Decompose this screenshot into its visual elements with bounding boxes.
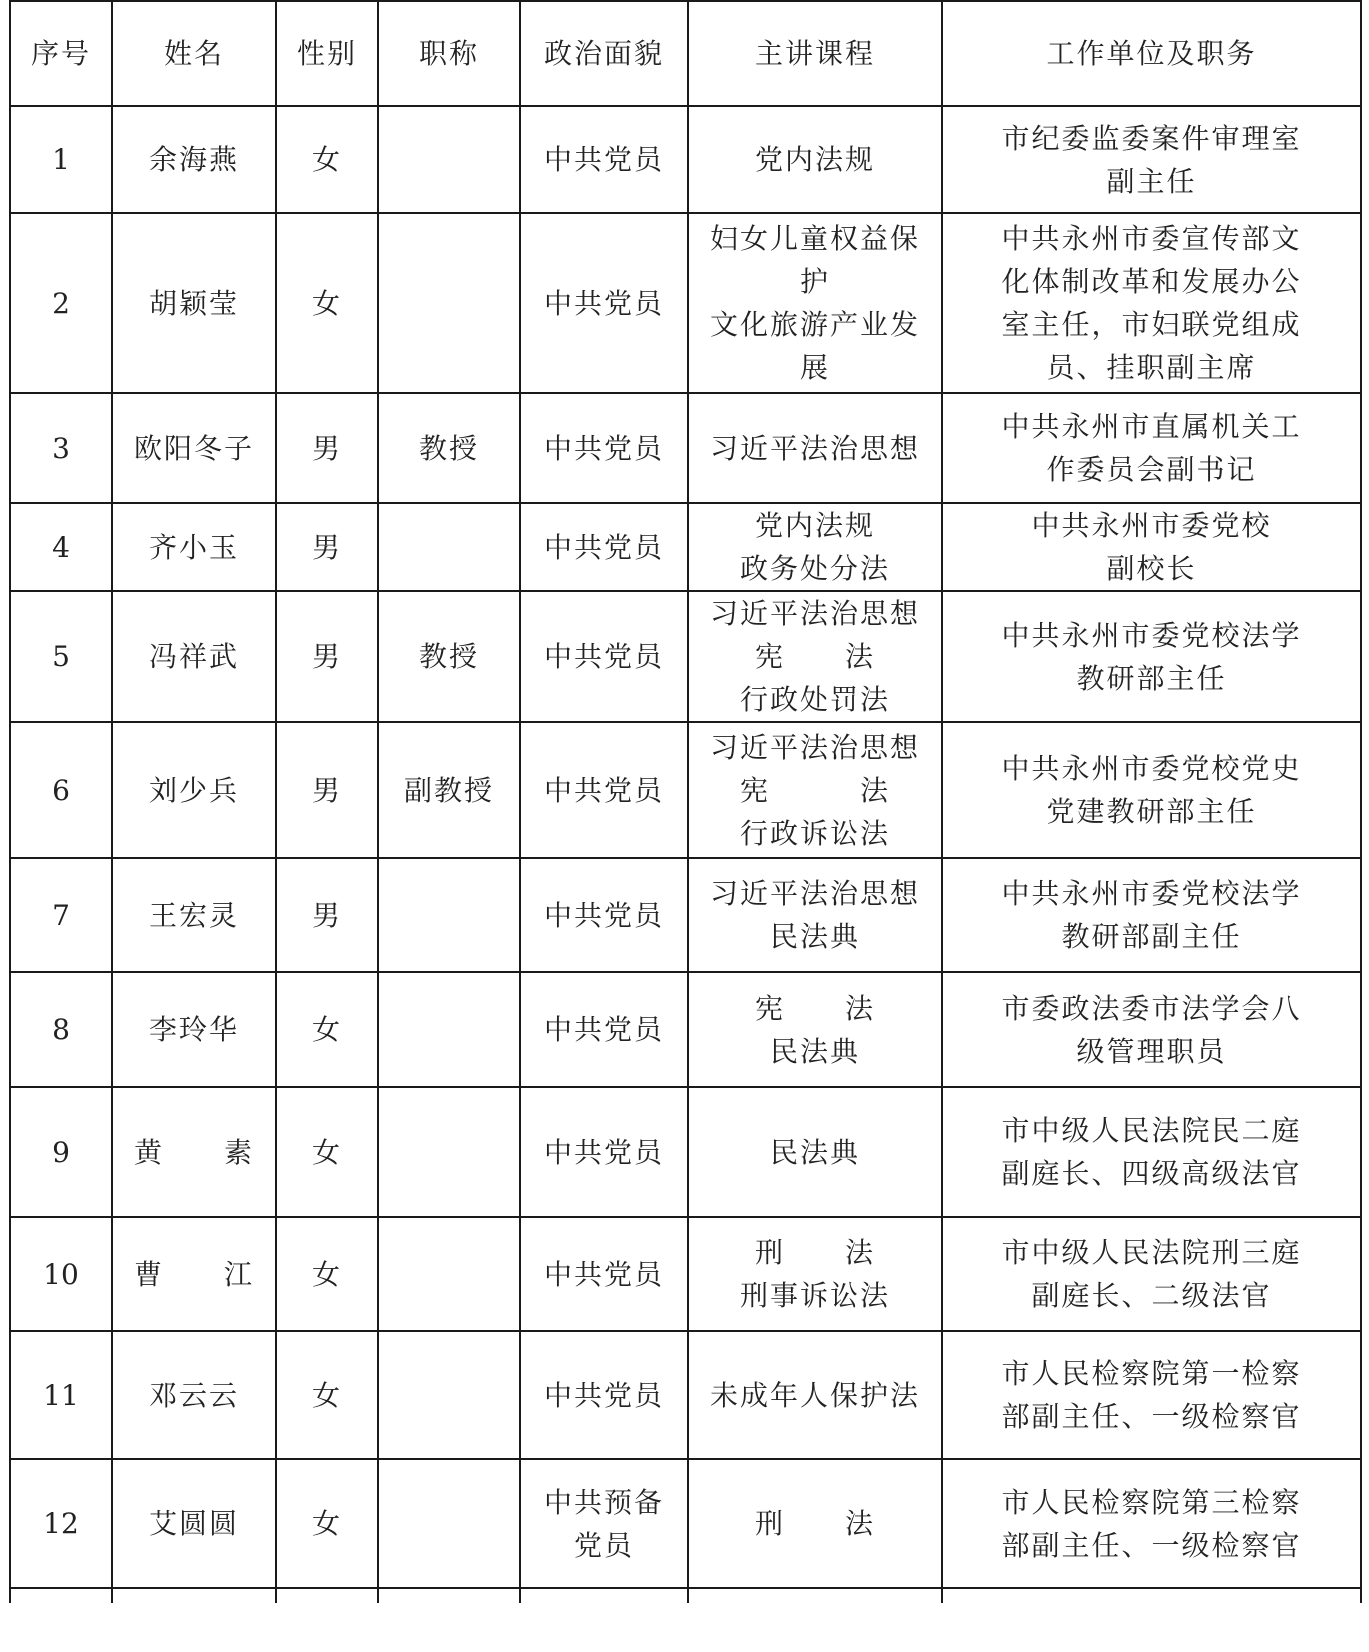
cell-course: 民法典 — [688, 1087, 942, 1217]
cell-course: 党内法规 — [688, 106, 942, 213]
cell-title — [378, 1459, 520, 1588]
header-party: 政治面貌 — [520, 1, 688, 106]
cell-gender: 男 — [276, 722, 378, 858]
cell-gender: 女 — [276, 1459, 378, 1588]
cell-empty — [688, 1588, 942, 1603]
cell-title — [378, 1217, 520, 1331]
cell-gender: 男 — [276, 591, 378, 722]
cell-unit: 中共永州市委党校党史 党建教研部主任 — [942, 722, 1361, 858]
table-row — [10, 393, 1361, 503]
table-row — [10, 858, 1361, 972]
cell-gender: 女 — [276, 106, 378, 213]
table-row — [10, 972, 1361, 1087]
staff-table — [9, 0, 1362, 1603]
cell-title — [378, 1087, 520, 1217]
cell-course: 习近平法治思想 宪 法 行政处罚法 — [688, 591, 942, 722]
cell-name: 冯祥武 — [112, 591, 276, 722]
cell-no: 6 — [10, 722, 112, 858]
cell-name: 艾圆圆 — [112, 1459, 276, 1588]
cell-party: 中共党员 — [520, 858, 688, 972]
cell-no: 2 — [10, 213, 112, 393]
cell-gender: 男 — [276, 858, 378, 972]
cell-course: 宪 法 民法典 — [688, 972, 942, 1087]
cell-gender: 女 — [276, 213, 378, 393]
cell-no: 7 — [10, 858, 112, 972]
cell-empty — [10, 1588, 112, 1603]
header-title: 职称 — [378, 1, 520, 106]
cell-course: 党内法规 政务处分法 — [688, 503, 942, 591]
cell-title — [378, 213, 520, 393]
table-row — [10, 503, 1361, 591]
cell-name: 李玲华 — [112, 972, 276, 1087]
cell-course: 习近平法治思想 — [688, 393, 942, 503]
cell-title — [378, 1331, 520, 1459]
cell-name: 余海燕 — [112, 106, 276, 213]
cell-title: 教授 — [378, 393, 520, 503]
table-row — [10, 1217, 1361, 1331]
cell-gender: 女 — [276, 972, 378, 1087]
cell-name: 欧阳冬子 — [112, 393, 276, 503]
table-row — [10, 1087, 1361, 1217]
cell-gender: 男 — [276, 393, 378, 503]
cell-party: 中共预备 党员 — [520, 1459, 688, 1588]
header-course: 主讲课程 — [688, 1, 942, 106]
cell-party: 中共党员 — [520, 213, 688, 393]
cell-no: 12 — [10, 1459, 112, 1588]
table-row — [10, 1459, 1361, 1588]
cell-name: 胡颖莹 — [112, 213, 276, 393]
cell-unit: 市中级人民法院民二庭 副庭长、四级高级法官 — [942, 1087, 1361, 1217]
cell-name: 刘少兵 — [112, 722, 276, 858]
cell-course: 习近平法治思想 宪 法 行政诉讼法 — [688, 722, 942, 858]
cell-gender: 女 — [276, 1217, 378, 1331]
cell-unit: 中共永州市委党校法学 教研部主任 — [942, 591, 1361, 722]
cell-empty — [378, 1588, 520, 1603]
cell-unit: 市纪委监委案件审理室 副主任 — [942, 106, 1361, 213]
cell-party: 中共党员 — [520, 393, 688, 503]
cell-empty — [520, 1588, 688, 1603]
cell-course: 妇女儿童权益保 护 文化旅游产业发 展 — [688, 213, 942, 393]
cell-title: 副教授 — [378, 722, 520, 858]
cell-party: 中共党员 — [520, 591, 688, 722]
cell-title — [378, 503, 520, 591]
cell-party: 中共党员 — [520, 722, 688, 858]
table-row-partial — [10, 1588, 1361, 1603]
cell-party: 中共党员 — [520, 503, 688, 591]
cell-name: 齐小玉 — [112, 503, 276, 591]
cell-name: 邓云云 — [112, 1331, 276, 1459]
cell-course: 刑 法 — [688, 1459, 942, 1588]
cell-unit: 中共永州市委宣传部文 化体制改革和发展办公 室主任，市妇联党组成 员、挂职副主席 — [942, 213, 1361, 393]
cell-empty — [942, 1588, 1361, 1603]
header-unit: 工作单位及职务 — [942, 1, 1361, 106]
cell-title: 教授 — [378, 591, 520, 722]
cell-course: 刑 法 刑事诉讼法 — [688, 1217, 942, 1331]
cell-title — [378, 106, 520, 213]
cell-course: 未成年人保护法 — [688, 1331, 942, 1459]
cell-no: 11 — [10, 1331, 112, 1459]
cell-gender: 男 — [276, 503, 378, 591]
cell-unit: 市人民检察院第一检察 部副主任、一级检察官 — [942, 1331, 1361, 1459]
cell-party: 中共党员 — [520, 1217, 688, 1331]
table-row — [10, 106, 1361, 213]
cell-no: 10 — [10, 1217, 112, 1331]
cell-unit: 中共永州市委党校 副校长 — [942, 503, 1361, 591]
cell-gender: 女 — [276, 1087, 378, 1217]
cell-name: 王宏灵 — [112, 858, 276, 972]
cell-empty — [276, 1588, 378, 1603]
table-row — [10, 591, 1361, 722]
cell-no: 9 — [10, 1087, 112, 1217]
cell-no: 3 — [10, 393, 112, 503]
cell-no: 8 — [10, 972, 112, 1087]
cell-unit: 市委政法委市法学会八 级管理职员 — [942, 972, 1361, 1087]
cell-no: 4 — [10, 503, 112, 591]
table-row — [10, 722, 1361, 858]
cell-course: 习近平法治思想 民法典 — [688, 858, 942, 972]
cell-no: 5 — [10, 591, 112, 722]
cell-unit: 市人民检察院第三检察 部副主任、一级检察官 — [942, 1459, 1361, 1588]
header-row — [10, 1, 1361, 106]
cell-unit: 中共永州市直属机关工 作委员会副书记 — [942, 393, 1361, 503]
header-no: 序号 — [10, 1, 112, 106]
cell-gender: 女 — [276, 1331, 378, 1459]
cell-unit: 中共永州市委党校法学 教研部副主任 — [942, 858, 1361, 972]
header-name: 姓名 — [112, 1, 276, 106]
table-row — [10, 213, 1361, 393]
header-gender: 性别 — [276, 1, 378, 106]
cell-empty — [112, 1588, 276, 1603]
cell-party: 中共党员 — [520, 972, 688, 1087]
cell-unit: 市中级人民法院刑三庭 副庭长、二级法官 — [942, 1217, 1361, 1331]
cell-party: 中共党员 — [520, 1331, 688, 1459]
cell-party: 中共党员 — [520, 106, 688, 213]
cell-title — [378, 972, 520, 1087]
cell-name: 曹 江 — [112, 1217, 276, 1331]
cell-title — [378, 858, 520, 972]
cell-party: 中共党员 — [520, 1087, 688, 1217]
cell-name: 黄 素 — [112, 1087, 276, 1217]
table-row — [10, 1331, 1361, 1459]
cell-no: 1 — [10, 106, 112, 213]
